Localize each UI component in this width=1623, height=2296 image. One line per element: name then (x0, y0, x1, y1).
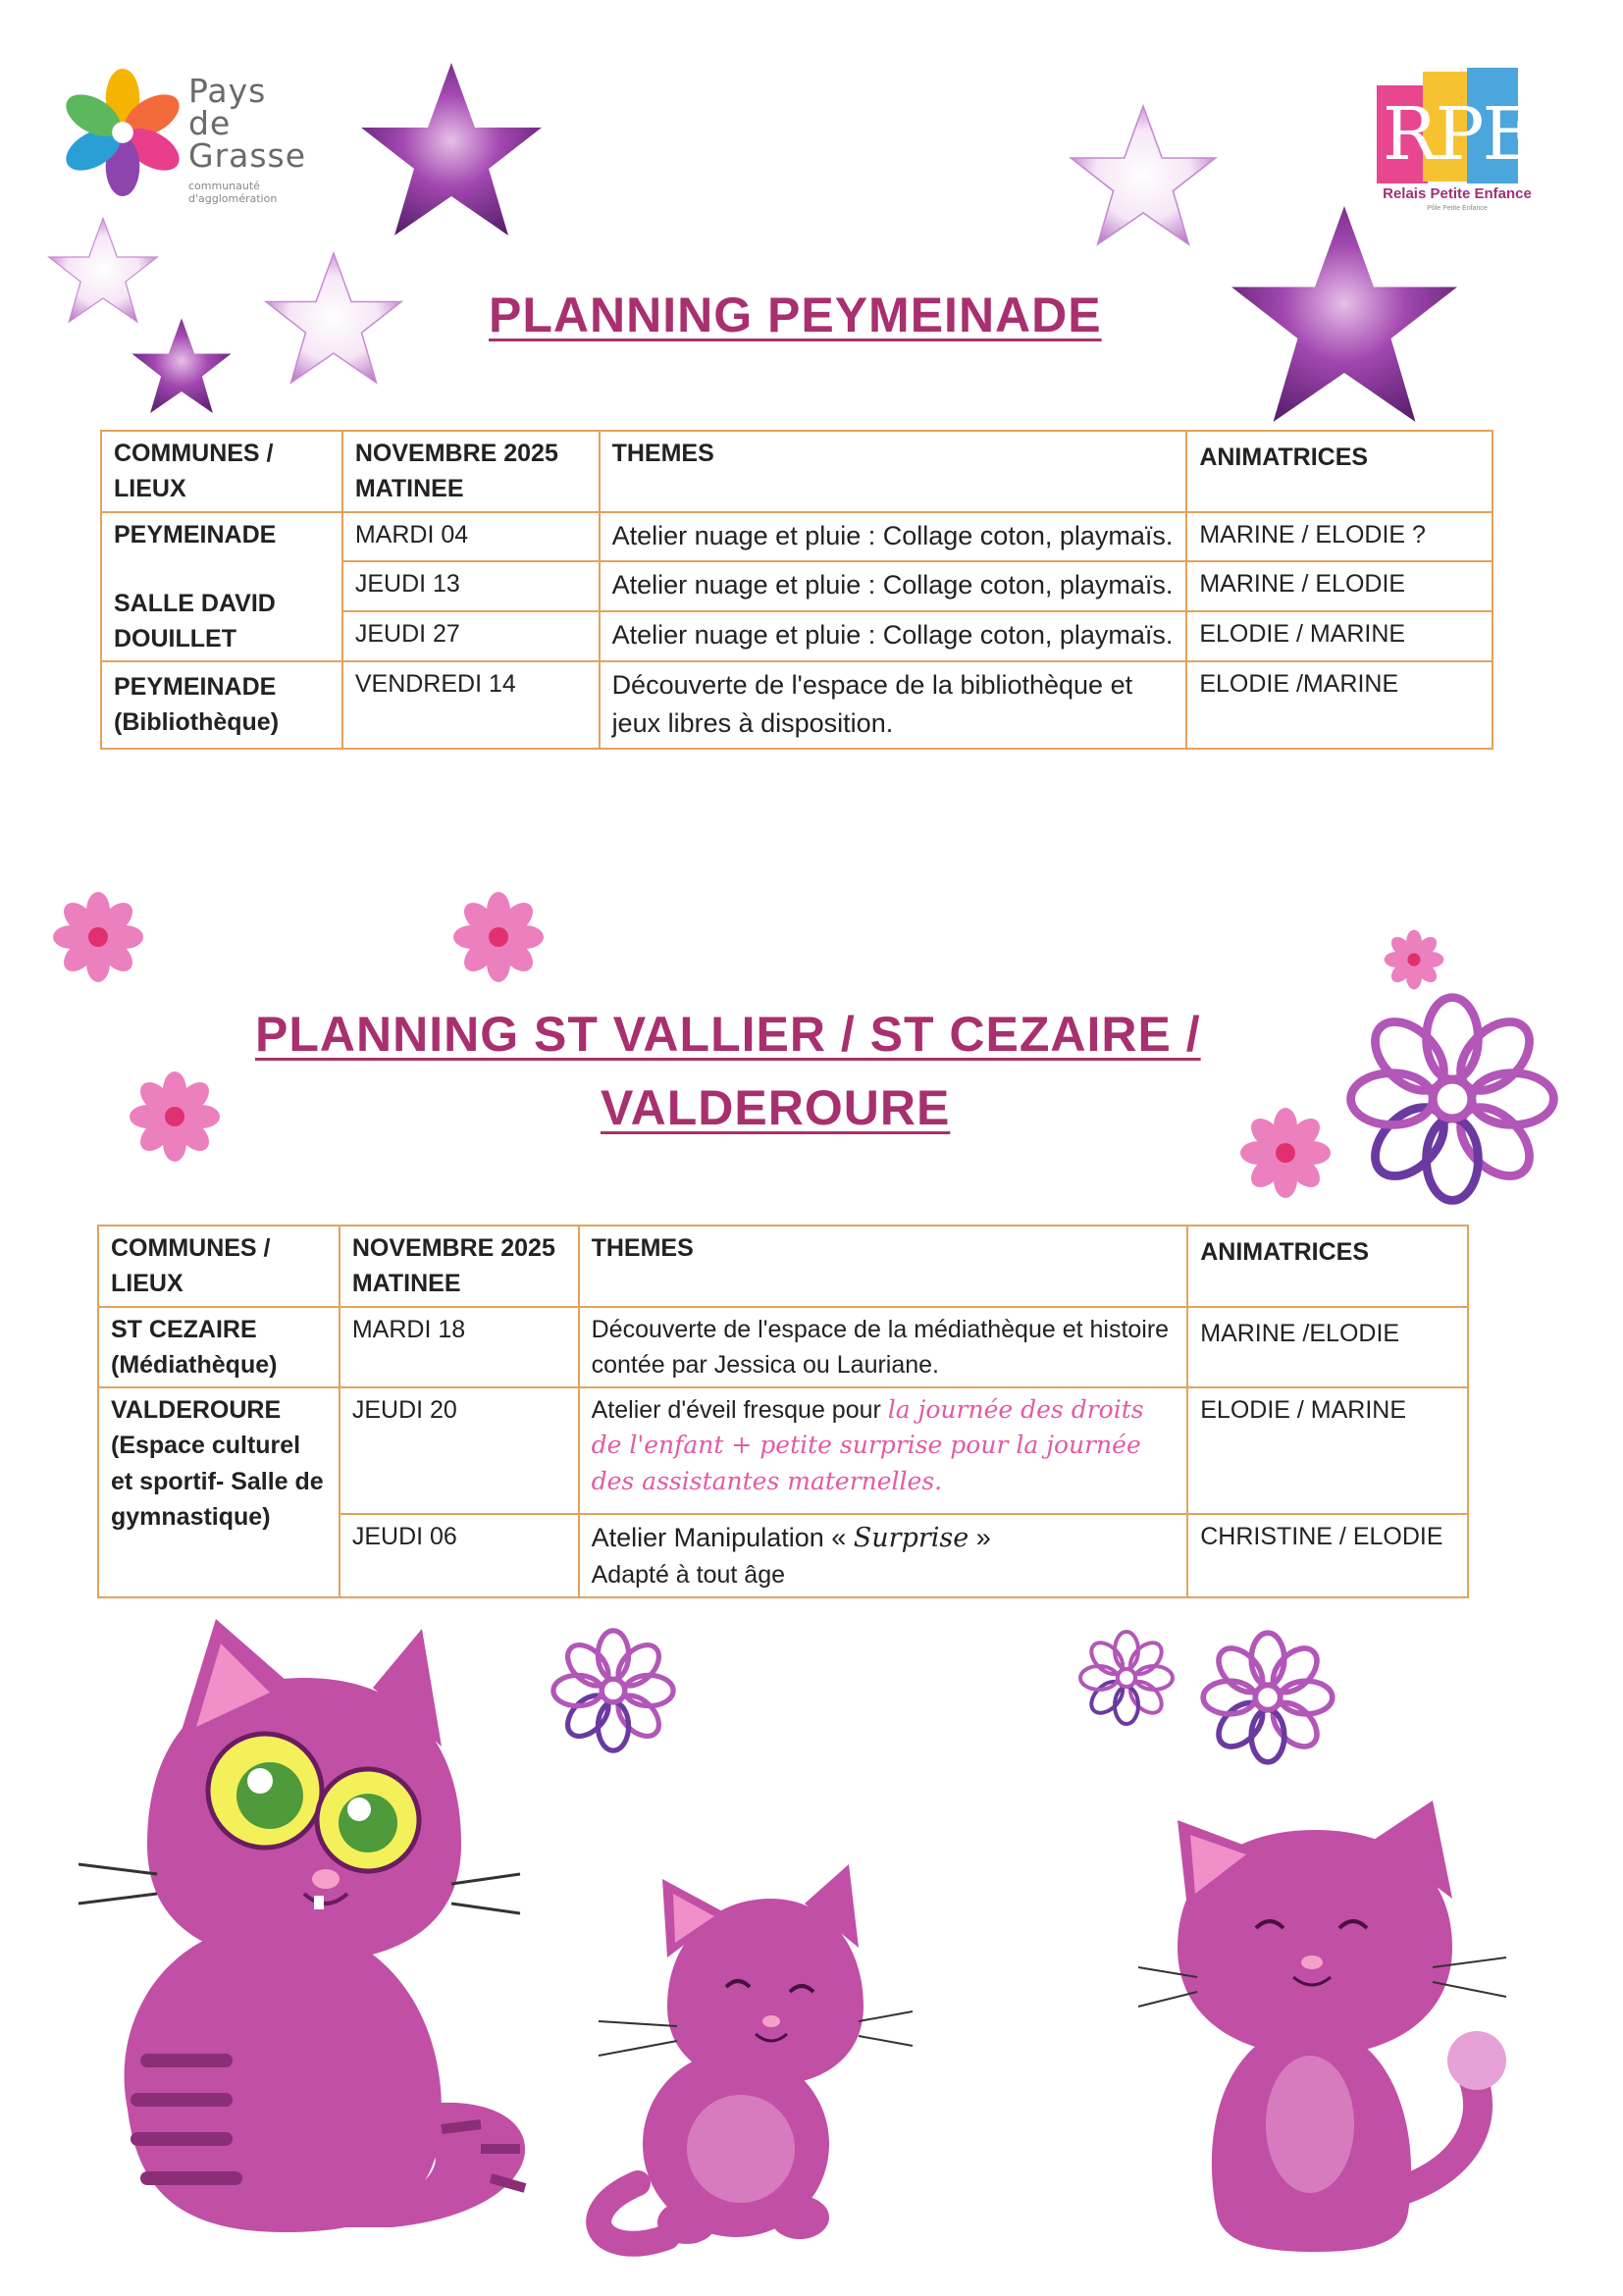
location-cell (98, 1387, 340, 1597)
star-icon (353, 59, 550, 255)
header-date: NOVEMBRE 2025 MATINEE (342, 431, 600, 512)
location-name: PEYMEINADE (114, 673, 277, 702)
theme-text: Atelier Manipulation « (591, 1522, 847, 1552)
theme-cell: Atelier nuage et pluie : Collage coton, playmaïs. (600, 561, 1187, 611)
theme-cell: Découverte de l'espace de la bibliothèque et jeux libres à disposition. (600, 661, 1187, 748)
pays-subtitle1: communauté (188, 180, 260, 192)
flower-outline-icon (1344, 991, 1560, 1207)
table-row (101, 512, 1492, 562)
location-cell (101, 661, 342, 748)
section2-title-line2: VALDEROURE (601, 1080, 951, 1135)
pays-line1: Pays (188, 72, 267, 110)
theme-cell (579, 1514, 1188, 1597)
theme-cell: Atelier nuage et pluie : Collage coton, playmaïs. (600, 611, 1187, 661)
header-themes: THEMES (579, 1226, 1188, 1307)
theme-text: Atelier d'éveil fresque pour (591, 1396, 881, 1424)
flower-icon (1382, 927, 1446, 992)
date-cell: MARDI 18 (340, 1307, 579, 1388)
animatrices-cell: ELODIE / MARINE (1186, 611, 1492, 661)
header-date: NOVEMBRE 2025 MATINEE (340, 1226, 579, 1307)
flower-logo-icon (59, 69, 186, 196)
location-cell (101, 512, 342, 662)
flower-outline-icon (550, 1627, 677, 1754)
rpe-subcaption: Pôle Petite Enfance (1427, 205, 1488, 212)
table-header-row (101, 431, 1492, 512)
theme-cell (579, 1387, 1188, 1514)
table-row (98, 1387, 1468, 1514)
location-cell (98, 1307, 340, 1388)
star-icon (128, 316, 236, 424)
header-communes: COMMUNES / LIEUX (101, 431, 342, 512)
location-detail: SALLE DAVID DOUILLET (114, 589, 276, 652)
flower-icon (49, 888, 147, 986)
theme-handwritten: Surprise (853, 1522, 969, 1553)
pays-line2: de (188, 104, 232, 142)
cat-big-icon (69, 1599, 559, 2247)
table-row (101, 661, 1492, 748)
theme-cell: Atelier nuage et pluie : Collage coton, playmaïs. (600, 512, 1187, 562)
date-cell: JEUDI 27 (342, 611, 600, 661)
date-cell: JEUDI 20 (340, 1387, 579, 1514)
header-animatrices: ANIMATRICES (1187, 1226, 1468, 1307)
flower-icon (1236, 1104, 1335, 1202)
peymeinade-table (100, 430, 1493, 750)
location-name: ST CEZAIRE (111, 1315, 257, 1343)
table-row (98, 1307, 1468, 1388)
location-name: PEYMEINADE (114, 520, 277, 548)
animatrices-cell: MARINE / ELODIE (1186, 561, 1492, 611)
location-name: VALDEROURE (111, 1396, 282, 1424)
flower-outline-icon (1199, 1629, 1336, 1766)
animatrices-cell: ELODIE / MARINE (1187, 1387, 1468, 1514)
theme-line2: Adapté à tout âge (591, 1560, 785, 1589)
rpe-logo (1369, 64, 1545, 221)
section2-title-line1: PLANNING ST VALLIER / ST CEZAIRE / (255, 1007, 1201, 1062)
rpe-caption: Relais Petite Enfance (1383, 185, 1532, 202)
theme-handwritten: la journée des droits de l'enfant + petite surprise pour la journée des assistantes maternelles. (591, 1395, 1144, 1495)
animatrices-cell: MARINE / ELODIE ? (1186, 512, 1492, 562)
star-icon (1065, 103, 1222, 260)
date-cell: VENDREDI 14 (342, 661, 600, 748)
header-themes: THEMES (600, 431, 1187, 512)
pays-subtitle2: d'agglomération (188, 192, 278, 206)
header-communes: COMMUNES / LIEUX (98, 1226, 340, 1307)
animatrices-cell: ELODIE /MARINE (1186, 661, 1492, 748)
flower-icon (449, 888, 548, 986)
table-header-row (98, 1226, 1468, 1307)
cat-smiling-icon (1138, 1800, 1511, 2257)
animatrices-cell: MARINE /ELODIE (1187, 1307, 1468, 1388)
star-icon (1222, 201, 1467, 446)
pays-line3: Grasse (188, 136, 307, 175)
valderoure-table (97, 1225, 1469, 1598)
animatrices-cell: CHRISTINE / ELODIE (1187, 1514, 1468, 1597)
rpe-letters: RPE (1383, 92, 1534, 177)
cat-sitting-icon (579, 1859, 913, 2252)
theme-cell: Découverte de l'espace de la médiathèque et histoire contée par Jessica ou Lauriane. (579, 1307, 1188, 1388)
location-detail: (Médiathèque) (111, 1350, 278, 1379)
star-icon (260, 250, 407, 397)
date-cell: JEUDI 13 (342, 561, 600, 611)
section1-title: PLANNING PEYMEINADE (489, 287, 1102, 342)
location-detail: (Espace culturel et sportif- Salle de gymnastique) (111, 1432, 324, 1531)
date-cell: JEUDI 06 (340, 1514, 579, 1597)
location-detail: (Bibliothèque) (114, 708, 280, 737)
theme-text-end: » (975, 1522, 991, 1552)
flower-outline-icon (1077, 1629, 1176, 1727)
date-cell: MARDI 04 (342, 512, 600, 562)
pays-de-grasse-logo (59, 69, 324, 206)
flower-icon (126, 1068, 224, 1166)
header-animatrices: ANIMATRICES (1186, 431, 1492, 512)
